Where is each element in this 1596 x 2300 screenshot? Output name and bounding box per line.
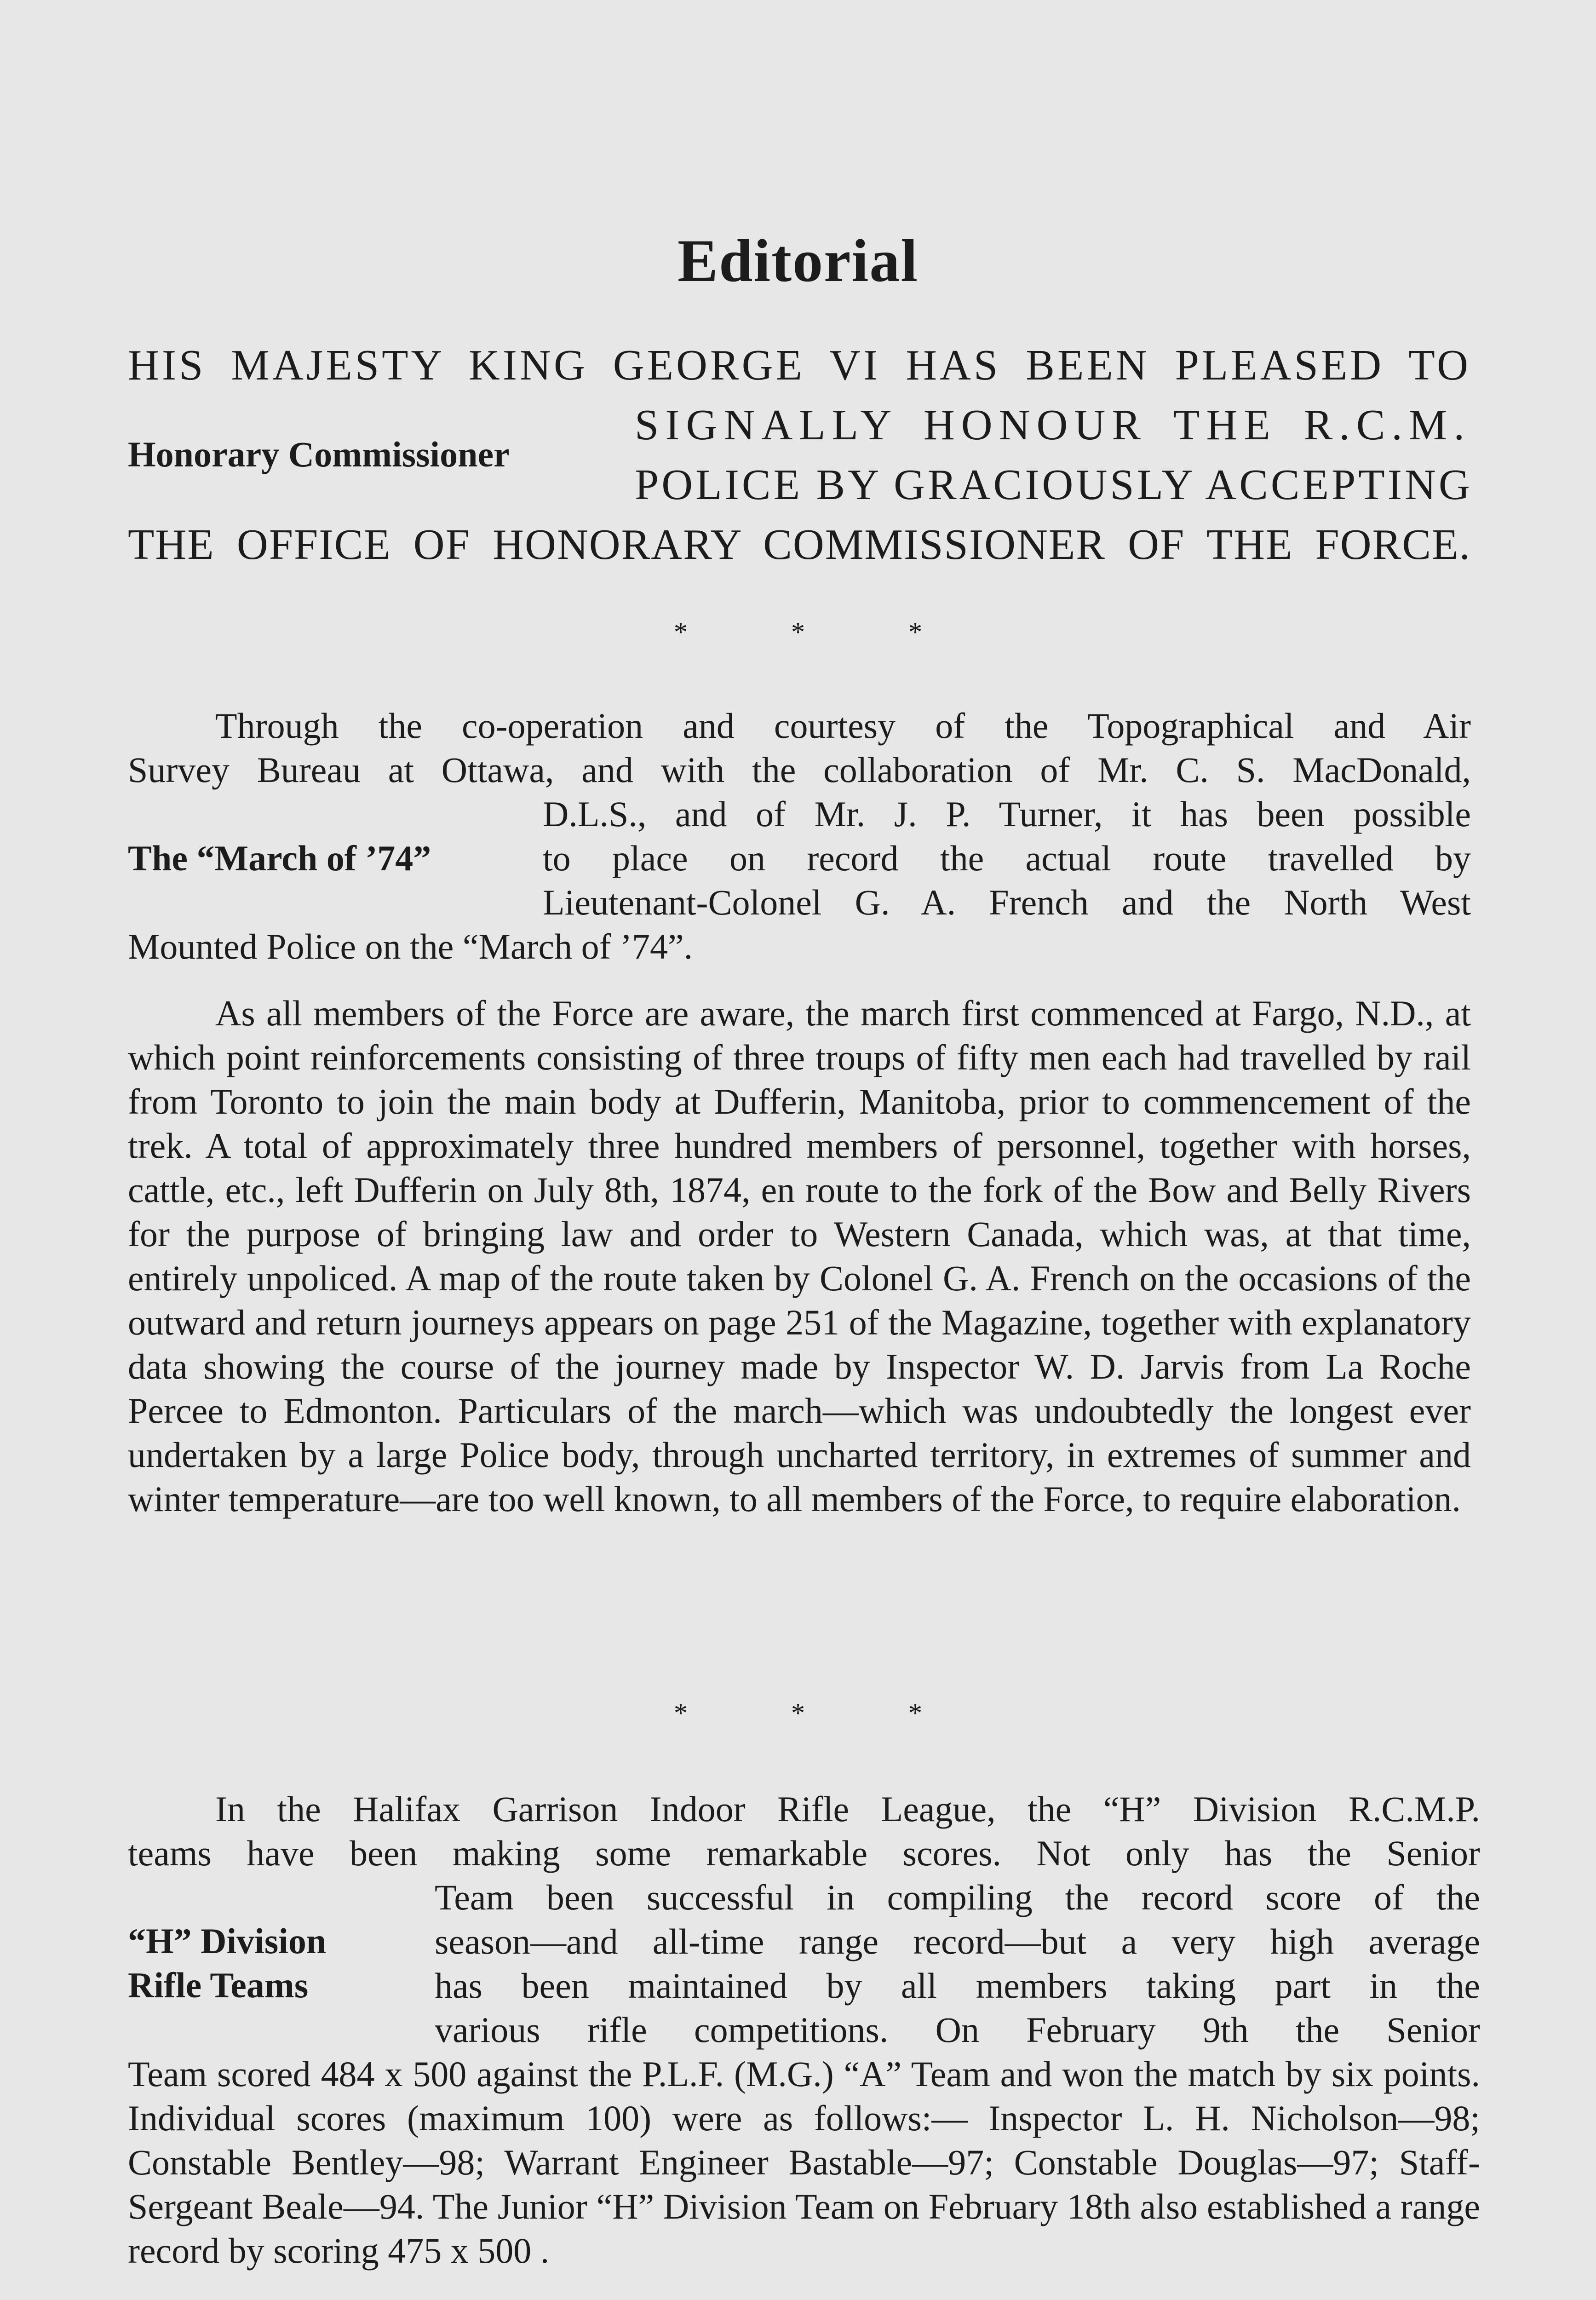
march-line-5: Lieutenant-Colonel G. A. French and the North West <box>543 882 1471 922</box>
march-indented-block <box>543 792 1471 925</box>
rifle-paragraph-rest <box>128 2052 1480 2273</box>
honorary-line-2: SIGNALLY HONOUR THE R.C.M. <box>635 401 1471 449</box>
rifle-line-5: has been maintained by all members taking part in the <box>435 1966 1480 2006</box>
section-separator-1: * * * <box>674 617 922 647</box>
march-intro <box>128 704 1471 792</box>
honorary-heading: Honorary Commissioner <box>128 434 510 474</box>
rifle-line-2: teams have been making some remarkable scores. Not only has the Senior <box>128 1833 1480 1873</box>
march-line-4: to place on record the actual route travelled by <box>543 838 1471 878</box>
rifle-intro <box>128 1787 1480 1875</box>
honorary-line-3: POLICE BY GRACIOUSLY ACCEPTING <box>635 461 1473 509</box>
march-line-6: Mounted Police on the “March of ’74”. <box>128 926 693 966</box>
rifle-heading-2: Rifle Teams <box>128 1965 309 2005</box>
rifle-heading-1: “H” Division <box>128 1921 327 1961</box>
page-title: Editorial <box>677 227 919 294</box>
section-separator-2: * * * <box>674 1698 922 1728</box>
honorary-line-1: HIS MAJESTY KING GEORGE VI HAS BEEN PLEASED TO <box>128 341 1471 389</box>
rifle-line-3: Team been successful in compiling the record score of the <box>435 1877 1480 1917</box>
rifle-line-6: various rifle competitions. On February 9th the Senior <box>435 2010 1480 2050</box>
march-line-3: D.L.S., and of Mr. J. P. Turner, it has been possible <box>543 794 1471 834</box>
march-line-1: Through the co-operation and courtesy of the Topographical and Air <box>215 706 1471 746</box>
rifle-paragraph-rest-text: Team scored 484 x 500 against the P.L.F. (M.G.) “A” Team and won the match by six points. Individual scores (maximum 100) were as follows:— Inspector L. H. Nicholson—98; Constable Bentley—98; Warrant Engineer Bastable—97; Constable Douglas—97; Staff-Sergeant Beale—94. The Junior “H” Division Team on February 18th also established a range record by scoring 475 x 500 . <box>128 2054 1480 2271</box>
honorary-line-4: THE OFFICE OF HONORARY COMMISSIONER OF THE FORCE. <box>128 521 1471 569</box>
march-heading: The “March of ’74” <box>128 838 431 878</box>
march-paragraph-2-text: As all members of the Force are aware, the march first commenced at Fargo, N.D., at which point reinforcements consisting of three troups of fifty men each had travelled by rail from Toronto to join the main body at Dufferin, Manitoba, prior to commencement of the trek. A total of approximately three hundred members of personnel, together with horses, cattle, etc., left Dufferin on July 8th, 1874, en route to the fork of the Bow and Belly Rivers for the purpose of bringing law and order to Western Canada, which was, at that time, entirely unpoliced. A map of the route taken by Colonel G. A. French on the occasions of the outward and return journeys appears on page 251 of the Magazine, together with explanatory data showing the course of the journey made by Inspector W. D. Jarvis from La Roche Percee to Edmonton. Particulars of the march—which was undoubtedly the longest ever undertaken by a large Police body, through uncharted territory, in extremes of summer and winter temperature—are too well known, to all members of the Force, to require elaboration. <box>128 993 1471 1519</box>
rifle-line-4: season—and all-time range record—but a very high average <box>435 1921 1480 1961</box>
march-line-2: Survey Bureau at Ottawa, and with the collaboration of Mr. C. S. MacDonald, <box>128 750 1471 790</box>
march-paragraph-2 <box>128 991 1471 1521</box>
rifle-line-1: In the Halifax Garrison Indoor Rifle League, the “H” Division R.C.M.P. <box>215 1789 1480 1829</box>
rifle-indented-block <box>435 1875 1480 2052</box>
